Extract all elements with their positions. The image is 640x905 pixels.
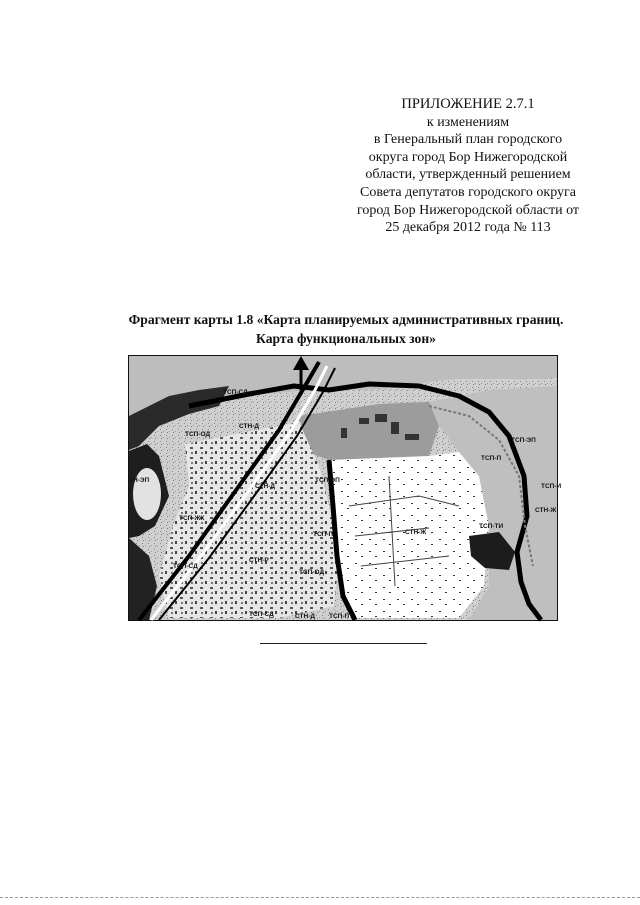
map-fragment-title-line2: Карта функциональных зон» (256, 331, 436, 346)
zone-label: ТСП-СД (223, 389, 248, 396)
map-image (129, 356, 562, 620)
zone-label: СТН-Д (239, 423, 259, 430)
appendix-line: области, утвержденный решением (365, 167, 571, 183)
appendix-line: Совета депутатов городского округа (360, 184, 576, 200)
map-fragment-title-line1: Фрагмент карты 1.8 «Карта планируемых административных границ. (128, 312, 564, 327)
zone-label: СТН-Ж (405, 529, 427, 536)
appendix-line: 25 декабря 2012 года № 113 (385, 220, 551, 236)
appendix-header (330, 96, 606, 237)
zone-label: ТСП-ПТ (329, 613, 354, 620)
zone-label: ТСП-И (541, 483, 562, 490)
separator-line (260, 643, 427, 644)
appendix-title: ПРИЛОЖЕНИЕ 2.7.1 (401, 96, 535, 112)
zone-label: ТСП-ЭП (315, 477, 340, 484)
appendix-line: к изменениям (426, 114, 510, 130)
page-bottom-edge (0, 897, 640, 898)
zone-label: СТН-Д (255, 483, 275, 490)
zone-label: ТСП-ТИ (479, 523, 504, 530)
zone-label: ТСП-СД (249, 611, 274, 618)
zone-label: ТСП-ОД (185, 431, 211, 438)
appendix-line: в Генеральный план городского (373, 132, 563, 148)
zone-label: ТСП-ОД (299, 569, 325, 576)
zone-label: ТСП-ЖК (179, 515, 205, 522)
appendix-line: город Бор Нижегородской области от (356, 202, 580, 218)
lake-left (133, 468, 161, 520)
zone-label: ТСП-ЭП (511, 437, 536, 444)
zone-label: СТН-Д (295, 613, 315, 620)
zone-label: СТН-Р (249, 557, 269, 564)
appendix-line: округа город Бор Нижегородской (368, 149, 568, 165)
zone-label: ТН-ЭП (129, 477, 150, 484)
zone-label: СТН-Ж (535, 507, 557, 514)
map-fragment (128, 355, 562, 621)
zone-label: ТСП-П (481, 455, 502, 462)
zone-label: ТСП-П (313, 531, 334, 538)
zone-label: ТСП-СД (173, 563, 198, 570)
map-fragment-title (88, 310, 604, 348)
